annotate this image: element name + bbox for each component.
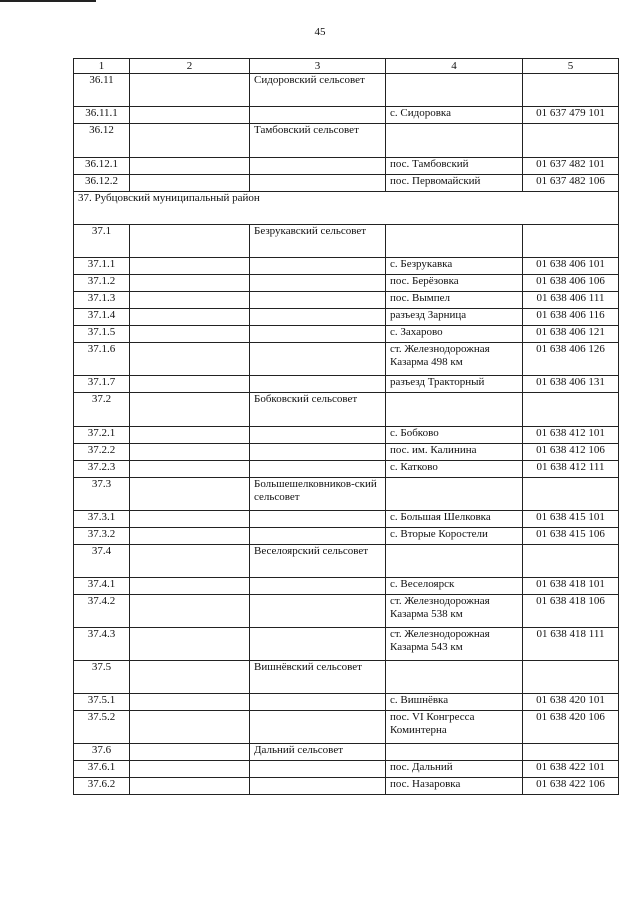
empty-cell <box>130 427 250 444</box>
locality-cell: пос. Вымпел <box>386 292 523 309</box>
column-header: 1 <box>74 59 130 74</box>
section-row <box>74 192 619 225</box>
locality-cell: с. Сидоровка <box>386 107 523 124</box>
table-row <box>74 175 619 192</box>
empty-cell <box>130 761 250 778</box>
top-rule <box>0 0 96 2</box>
empty-cell <box>130 275 250 292</box>
code-cell: 36.11.1 <box>74 107 130 124</box>
code-cell: 37.5 <box>74 661 130 694</box>
oktmo-code-cell <box>523 545 619 578</box>
settlement-cell: Дальний сельсовет <box>250 744 386 761</box>
table-row <box>74 711 619 744</box>
code-cell: 37.3 <box>74 478 130 511</box>
table-row <box>74 376 619 393</box>
table-row <box>74 744 619 761</box>
column-header: 5 <box>523 59 619 74</box>
code-cell: 37.4.1 <box>74 578 130 595</box>
locality-cell: ст. Железнодорожная Казарма 498 км <box>386 343 523 376</box>
oktmo-code-cell <box>523 393 619 427</box>
code-cell: 37.3.1 <box>74 511 130 528</box>
code-cell: 37.1.3 <box>74 292 130 309</box>
empty-cell <box>130 309 250 326</box>
settlement-cell: Безрукавский сельсовет <box>250 225 386 258</box>
table-body <box>74 74 619 795</box>
empty-cell <box>130 292 250 309</box>
code-cell: 37.6.1 <box>74 761 130 778</box>
table-row <box>74 326 619 343</box>
locality-cell: пос. Берёзовка <box>386 275 523 292</box>
code-cell: 37.3.2 <box>74 528 130 545</box>
table-row <box>74 124 619 158</box>
settlement-cell <box>250 275 386 292</box>
table-row <box>74 343 619 376</box>
code-cell: 37.1.5 <box>74 326 130 343</box>
oktmo-code-cell: 01 638 412 111 <box>523 461 619 478</box>
locality-cell: с. Большая Шелковка <box>386 511 523 528</box>
table-row <box>74 309 619 326</box>
code-cell: 37.2.2 <box>74 444 130 461</box>
code-cell: 37.4 <box>74 545 130 578</box>
settlement-cell: Большешелковников-ский сельсовет <box>250 478 386 511</box>
empty-cell <box>130 711 250 744</box>
table-row <box>74 427 619 444</box>
table-row <box>74 461 619 478</box>
settlement-cell <box>250 528 386 545</box>
locality-cell <box>386 124 523 158</box>
locality-cell: с. Бобково <box>386 427 523 444</box>
settlement-cell <box>250 595 386 628</box>
settlement-cell: Тамбовский сельсовет <box>250 124 386 158</box>
oktmo-code-cell: 01 638 418 106 <box>523 595 619 628</box>
code-cell: 37.2.3 <box>74 461 130 478</box>
locality-cell: с. Захарово <box>386 326 523 343</box>
locality-cell: разъезд Тракторный <box>386 376 523 393</box>
oktmo-code-cell <box>523 225 619 258</box>
settlement-cell <box>250 427 386 444</box>
oktmo-code-cell: 01 638 422 106 <box>523 778 619 795</box>
locality-cell <box>386 225 523 258</box>
settlement-cell <box>250 326 386 343</box>
locality-cell <box>386 74 523 107</box>
empty-cell <box>130 326 250 343</box>
settlement-cell <box>250 292 386 309</box>
settlement-cell: Вишнёвский сельсовет <box>250 661 386 694</box>
empty-cell <box>130 175 250 192</box>
table-row <box>74 292 619 309</box>
empty-cell <box>130 444 250 461</box>
code-cell: 37.2.1 <box>74 427 130 444</box>
locality-cell <box>386 393 523 427</box>
code-cell: 37.1.1 <box>74 258 130 275</box>
table-row <box>74 107 619 124</box>
table-row <box>74 545 619 578</box>
table-row <box>74 393 619 427</box>
locality-cell <box>386 478 523 511</box>
empty-cell <box>130 258 250 275</box>
table-row <box>74 258 619 275</box>
settlement-cell <box>250 761 386 778</box>
column-header: 3 <box>250 59 386 74</box>
code-cell: 37.6.2 <box>74 778 130 795</box>
oktmo-code-cell <box>523 661 619 694</box>
settlement-cell <box>250 376 386 393</box>
table-row <box>74 761 619 778</box>
table-row <box>74 511 619 528</box>
oktmo-code-cell: 01 638 415 106 <box>523 528 619 545</box>
locality-cell <box>386 661 523 694</box>
locality-cell <box>386 744 523 761</box>
empty-cell <box>130 478 250 511</box>
oktmo-code-cell: 01 637 482 101 <box>523 158 619 175</box>
settlement-cell: Веселоярский сельсовет <box>250 545 386 578</box>
settlement-cell <box>250 511 386 528</box>
empty-cell <box>130 158 250 175</box>
locality-cell: пос. Первомайский <box>386 175 523 192</box>
table-row <box>74 74 619 107</box>
code-cell: 36.12 <box>74 124 130 158</box>
table-row <box>74 275 619 292</box>
settlement-cell <box>250 778 386 795</box>
table-row <box>74 661 619 694</box>
oktmo-code-cell: 01 638 406 111 <box>523 292 619 309</box>
empty-cell <box>130 376 250 393</box>
settlement-cell <box>250 107 386 124</box>
oktmo-code-cell: 01 638 412 106 <box>523 444 619 461</box>
code-cell: 37.1.7 <box>74 376 130 393</box>
code-cell: 36.11 <box>74 74 130 107</box>
oktmo-code-cell: 01 638 406 121 <box>523 326 619 343</box>
table-row <box>74 628 619 661</box>
oktmo-code-cell: 01 638 418 101 <box>523 578 619 595</box>
code-cell: 37.5.2 <box>74 711 130 744</box>
oktmo-code-cell: 01 638 406 131 <box>523 376 619 393</box>
settlement-cell <box>250 444 386 461</box>
empty-cell <box>130 461 250 478</box>
locality-cell: ст. Железнодорожная Казарма 543 км <box>386 628 523 661</box>
code-cell: 37.1.4 <box>74 309 130 326</box>
oktmo-code-cell: 01 638 420 106 <box>523 711 619 744</box>
code-cell: 37.6 <box>74 744 130 761</box>
table-row <box>74 595 619 628</box>
oktmo-code-cell: 01 638 406 101 <box>523 258 619 275</box>
locality-cell: пос. Тамбовский <box>386 158 523 175</box>
table-row <box>74 578 619 595</box>
locality-cell: пос. Назаровка <box>386 778 523 795</box>
settlement-cell <box>250 309 386 326</box>
empty-cell <box>130 694 250 711</box>
oktmo-code-cell: 01 637 482 106 <box>523 175 619 192</box>
locality-cell: ст. Железнодорожная Казарма 538 км <box>386 595 523 628</box>
code-cell: 37.4.2 <box>74 595 130 628</box>
column-number-row <box>74 59 619 74</box>
oktmo-code-cell <box>523 744 619 761</box>
settlement-cell <box>250 158 386 175</box>
oktmo-code-cell: 01 638 406 106 <box>523 275 619 292</box>
table-row <box>74 225 619 258</box>
locality-cell: разъезд Зарница <box>386 309 523 326</box>
settlement-cell <box>250 628 386 661</box>
column-header: 2 <box>130 59 250 74</box>
empty-cell <box>130 628 250 661</box>
empty-cell <box>130 545 250 578</box>
oktmo-code-cell: 01 638 406 126 <box>523 343 619 376</box>
table-row <box>74 478 619 511</box>
empty-cell <box>130 661 250 694</box>
code-cell: 37.5.1 <box>74 694 130 711</box>
locality-cell: пос. им. Калинина <box>386 444 523 461</box>
settlement-cell: Бобковский сельсовет <box>250 393 386 427</box>
table-row <box>74 694 619 711</box>
code-cell: 37.1.6 <box>74 343 130 376</box>
empty-cell <box>130 74 250 107</box>
settlement-cell <box>250 461 386 478</box>
oktmo-code-cell: 01 638 418 111 <box>523 628 619 661</box>
oktmo-code-cell: 01 638 406 116 <box>523 309 619 326</box>
locality-cell: с. Вишнёвка <box>386 694 523 711</box>
locality-cell: с. Катково <box>386 461 523 478</box>
empty-cell <box>130 595 250 628</box>
empty-cell <box>130 778 250 795</box>
oktmo-table <box>73 58 619 795</box>
table-row <box>74 444 619 461</box>
settlement-cell <box>250 578 386 595</box>
page-number: 45 <box>314 26 326 38</box>
oktmo-code-cell: 01 637 479 101 <box>523 107 619 124</box>
empty-cell <box>130 528 250 545</box>
table-row <box>74 778 619 795</box>
code-cell: 37.1.2 <box>74 275 130 292</box>
oktmo-code-cell <box>523 124 619 158</box>
code-cell: 37.1 <box>74 225 130 258</box>
settlement-cell: Сидоровский сельсовет <box>250 74 386 107</box>
empty-cell <box>130 124 250 158</box>
code-cell: 36.12.2 <box>74 175 130 192</box>
section-title: 37. Рубцовский муниципальный район <box>74 192 619 225</box>
oktmo-code-cell: 01 638 422 101 <box>523 761 619 778</box>
empty-cell <box>130 578 250 595</box>
oktmo-code-cell <box>523 478 619 511</box>
table-row <box>74 528 619 545</box>
oktmo-code-cell: 01 638 412 101 <box>523 427 619 444</box>
empty-cell <box>130 393 250 427</box>
settlement-cell <box>250 694 386 711</box>
empty-cell <box>130 744 250 761</box>
empty-cell <box>130 107 250 124</box>
locality-cell: с. Веселоярск <box>386 578 523 595</box>
column-header: 4 <box>386 59 523 74</box>
locality-cell: с. Вторые Коростели <box>386 528 523 545</box>
settlement-cell <box>250 711 386 744</box>
settlement-cell <box>250 175 386 192</box>
oktmo-code-cell <box>523 74 619 107</box>
oktmo-code-cell: 01 638 415 101 <box>523 511 619 528</box>
empty-cell <box>130 225 250 258</box>
oktmo-code-cell: 01 638 420 101 <box>523 694 619 711</box>
code-cell: 37.4.3 <box>74 628 130 661</box>
code-cell: 36.12.1 <box>74 158 130 175</box>
settlement-cell <box>250 343 386 376</box>
table-row <box>74 158 619 175</box>
locality-cell: пос. Дальний <box>386 761 523 778</box>
locality-cell: с. Безрукавка <box>386 258 523 275</box>
settlement-cell <box>250 258 386 275</box>
empty-cell <box>130 511 250 528</box>
code-cell: 37.2 <box>74 393 130 427</box>
locality-cell: пос. VI Конгресса Коминтерна <box>386 711 523 744</box>
locality-cell <box>386 545 523 578</box>
empty-cell <box>130 343 250 376</box>
